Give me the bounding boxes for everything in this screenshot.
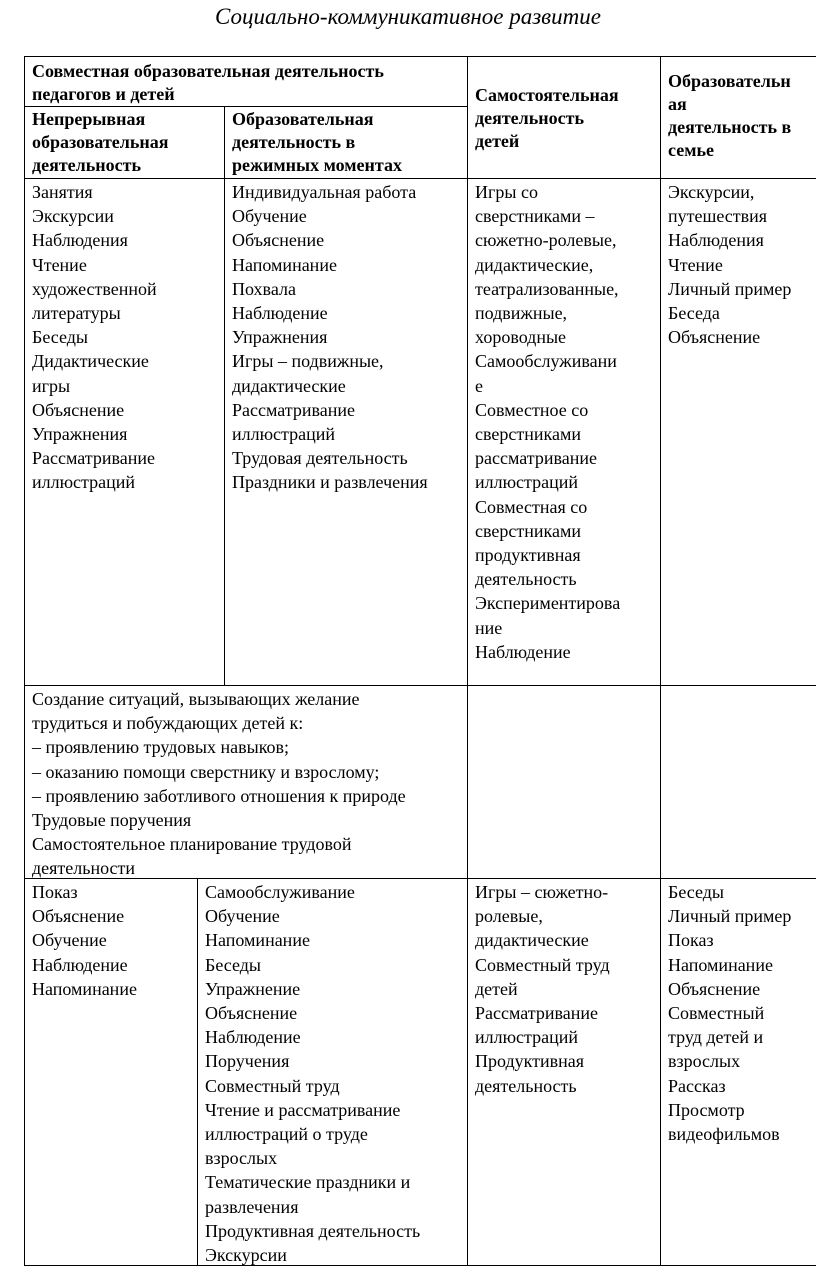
list-item: Личный пример bbox=[668, 278, 792, 299]
list-item: театрализованные, bbox=[475, 278, 619, 299]
list-item: Рассказ bbox=[668, 1075, 726, 1096]
header-routine-activity bbox=[225, 108, 467, 177]
list-item: сюжетно-ролевые, bbox=[475, 230, 617, 251]
list-item: Рассматривание bbox=[32, 448, 155, 469]
list-item: Тематические праздники и bbox=[205, 1172, 411, 1193]
list-item: Показ bbox=[668, 930, 714, 951]
list-item: дидактические bbox=[475, 930, 589, 951]
section3-family-cell bbox=[661, 880, 816, 1146]
list-item: Самообслуживание bbox=[205, 882, 355, 902]
list-item: Трудовая деятельность bbox=[232, 448, 408, 469]
section3-routine-cell bbox=[198, 880, 467, 1267]
header-bottom-border bbox=[24, 178, 816, 179]
header-text-line: деятельность bbox=[32, 155, 142, 175]
list-item: Наблюдение bbox=[205, 1027, 301, 1048]
list-item: Объяснение bbox=[205, 1003, 298, 1024]
list-item: сверстниками bbox=[475, 424, 581, 445]
header-split-border bbox=[24, 106, 467, 107]
list-item: Похвала bbox=[232, 278, 296, 299]
list-item: Упражнения bbox=[232, 327, 328, 348]
section1-bottom-border bbox=[24, 685, 816, 686]
list-item: Экскурсии bbox=[32, 206, 114, 227]
section1-family-cell bbox=[661, 180, 816, 349]
list-item: Чтение bbox=[668, 254, 723, 275]
list-item: Наблюдение bbox=[475, 641, 571, 662]
list-item: – оказанию помощи сверстнику и взрослому; bbox=[32, 761, 380, 782]
list-item: Совместный bbox=[668, 1003, 765, 1024]
section1-routine-cell bbox=[225, 180, 467, 495]
list-item: Личный пример bbox=[668, 906, 792, 927]
header-text-line: деятельность в bbox=[232, 132, 356, 152]
list-item: игры bbox=[32, 375, 71, 396]
page-title: Социально-коммуникативное развитие bbox=[215, 4, 601, 29]
header-text-line: Образовательн bbox=[668, 71, 791, 91]
list-item: взрослых bbox=[668, 1051, 741, 1072]
list-item: Обучение bbox=[32, 930, 107, 951]
list-item: Беседы bbox=[205, 954, 261, 975]
list-item: развлечения bbox=[205, 1196, 299, 1217]
list-item: иллюстраций bbox=[32, 472, 136, 493]
list-item: Экскурсии bbox=[205, 1245, 287, 1266]
list-item: продуктивная bbox=[475, 545, 581, 566]
list-item: сверстниками – bbox=[475, 206, 595, 227]
list-item: Обучение bbox=[232, 206, 307, 227]
header-text-line: семье bbox=[668, 140, 714, 160]
list-item: Беседы bbox=[668, 882, 724, 902]
list-item: Объяснение bbox=[232, 230, 325, 251]
list-item: Беседа bbox=[668, 303, 720, 324]
list-item: Совместное со bbox=[475, 399, 589, 420]
list-item: хороводные bbox=[475, 327, 567, 348]
list-item: Объяснение bbox=[668, 978, 761, 999]
list-item: Чтение и рассматривание bbox=[205, 1099, 401, 1120]
header-text-line: деятельность в bbox=[668, 117, 792, 137]
list-item: Напоминание bbox=[205, 930, 310, 951]
list-item: Продуктивная деятельность bbox=[205, 1220, 421, 1241]
list-item: Экскурсии, bbox=[668, 182, 755, 202]
list-item: Продуктивная bbox=[475, 1051, 585, 1072]
list-item: Объяснение bbox=[32, 906, 125, 927]
list-item: Показ bbox=[32, 882, 78, 902]
list-item: Рассматривание bbox=[232, 399, 355, 420]
list-item: Просмотр bbox=[668, 1099, 745, 1120]
list-item: Объяснение bbox=[668, 327, 761, 348]
list-item: е bbox=[475, 375, 483, 396]
section2-joint-cell bbox=[25, 687, 467, 881]
list-item: Совместный труд bbox=[205, 1075, 340, 1096]
list-item: Поручения bbox=[205, 1051, 290, 1072]
list-item: ролевые, bbox=[475, 906, 543, 927]
list-item: Индивидуальная работа bbox=[232, 182, 417, 202]
list-item: подвижные, bbox=[475, 303, 568, 324]
header-text-line: педагогов и детей bbox=[32, 84, 175, 104]
list-item: сверстниками bbox=[475, 520, 581, 541]
header-text-line: ая bbox=[668, 94, 687, 114]
header-text-line: режимных моментах bbox=[232, 155, 402, 175]
list-item: Создание ситуаций, вызывающих желание bbox=[32, 689, 360, 709]
header-text-line: Образовательная bbox=[232, 109, 374, 129]
list-item: Дидактические bbox=[32, 351, 149, 372]
list-item: деятельность bbox=[475, 1075, 577, 1096]
list-item: Беседы bbox=[32, 327, 88, 348]
header-text-line: детей bbox=[475, 131, 520, 151]
list-item: иллюстраций о труде bbox=[205, 1124, 368, 1145]
list-item: Напоминание bbox=[668, 954, 773, 975]
list-item: Совместная со bbox=[475, 496, 588, 517]
header-text-line: образовательная bbox=[32, 132, 169, 152]
list-item: рассматривание bbox=[475, 448, 597, 469]
list-item: Напоминание bbox=[232, 254, 337, 275]
list-item: труд детей и bbox=[668, 1027, 764, 1048]
list-item: Игры – сюжетно- bbox=[475, 882, 609, 902]
section3-continuous-cell bbox=[25, 880, 197, 1001]
list-item: Трудовые поручения bbox=[32, 810, 192, 831]
header-text-line: Совместная образовательная деятельность bbox=[32, 61, 384, 81]
list-item: путешествия bbox=[668, 206, 768, 227]
list-item: видеофильмов bbox=[668, 1124, 780, 1145]
section3-independent-cell bbox=[468, 880, 660, 1098]
section1-independent-cell bbox=[468, 180, 660, 664]
list-item: деятельность bbox=[475, 569, 577, 590]
list-item: Наблюдение bbox=[32, 954, 128, 975]
list-item: Игры со bbox=[475, 182, 538, 202]
list-item: иллюстраций bbox=[232, 424, 336, 445]
list-item: Экспериментирова bbox=[475, 593, 621, 614]
list-item: художественной bbox=[32, 278, 157, 299]
list-item: дидактические bbox=[232, 375, 346, 396]
list-item: Праздники и развлечения bbox=[232, 472, 428, 493]
list-item: Наблюдение bbox=[232, 303, 328, 324]
list-item: Совместный труд bbox=[475, 954, 610, 975]
header-family-activity bbox=[661, 70, 816, 162]
list-item: дидактические, bbox=[475, 254, 594, 275]
list-item: литературы bbox=[32, 303, 121, 324]
header-joint-activity bbox=[25, 60, 467, 106]
list-item: Рассматривание bbox=[475, 1003, 598, 1024]
list-item: Объяснение bbox=[32, 399, 125, 420]
list-item: ние bbox=[475, 617, 503, 638]
list-item: – проявлению трудовых навыков; bbox=[32, 737, 290, 758]
header-text-line: Самостоятельная bbox=[475, 85, 619, 105]
section1-continuous-cell bbox=[25, 180, 224, 495]
list-item: Упражнение bbox=[205, 978, 301, 999]
list-item: детей bbox=[475, 978, 518, 999]
list-item: деятельности bbox=[32, 858, 136, 879]
list-item: Обучение bbox=[205, 906, 280, 927]
list-item: – проявлению заботливого отношения к природе bbox=[32, 785, 406, 806]
list-item: иллюстраций bbox=[475, 472, 579, 493]
header-text-line: Непрерывная bbox=[32, 109, 146, 129]
list-item: Игры – подвижные, bbox=[232, 351, 384, 372]
list-item: Самообслуживани bbox=[475, 351, 617, 372]
list-item: Занятия bbox=[32, 182, 93, 202]
list-item: иллюстраций bbox=[475, 1027, 579, 1048]
list-item: Самостоятельное планирование трудовой bbox=[32, 834, 352, 855]
list-item: трудиться и побуждающих детей к: bbox=[32, 713, 304, 734]
table-top-border bbox=[24, 56, 816, 57]
header-independent-activity bbox=[468, 84, 660, 153]
header-text-line: деятельность bbox=[475, 108, 585, 128]
list-item: Наблюдения bbox=[668, 230, 764, 251]
list-item: Упражнения bbox=[32, 424, 128, 445]
list-item: Напоминание bbox=[32, 978, 137, 999]
list-item: Наблюдения bbox=[32, 230, 128, 251]
list-item: Чтение bbox=[32, 254, 87, 275]
header-continuous-activity bbox=[25, 108, 224, 177]
list-item: взрослых bbox=[205, 1148, 278, 1169]
